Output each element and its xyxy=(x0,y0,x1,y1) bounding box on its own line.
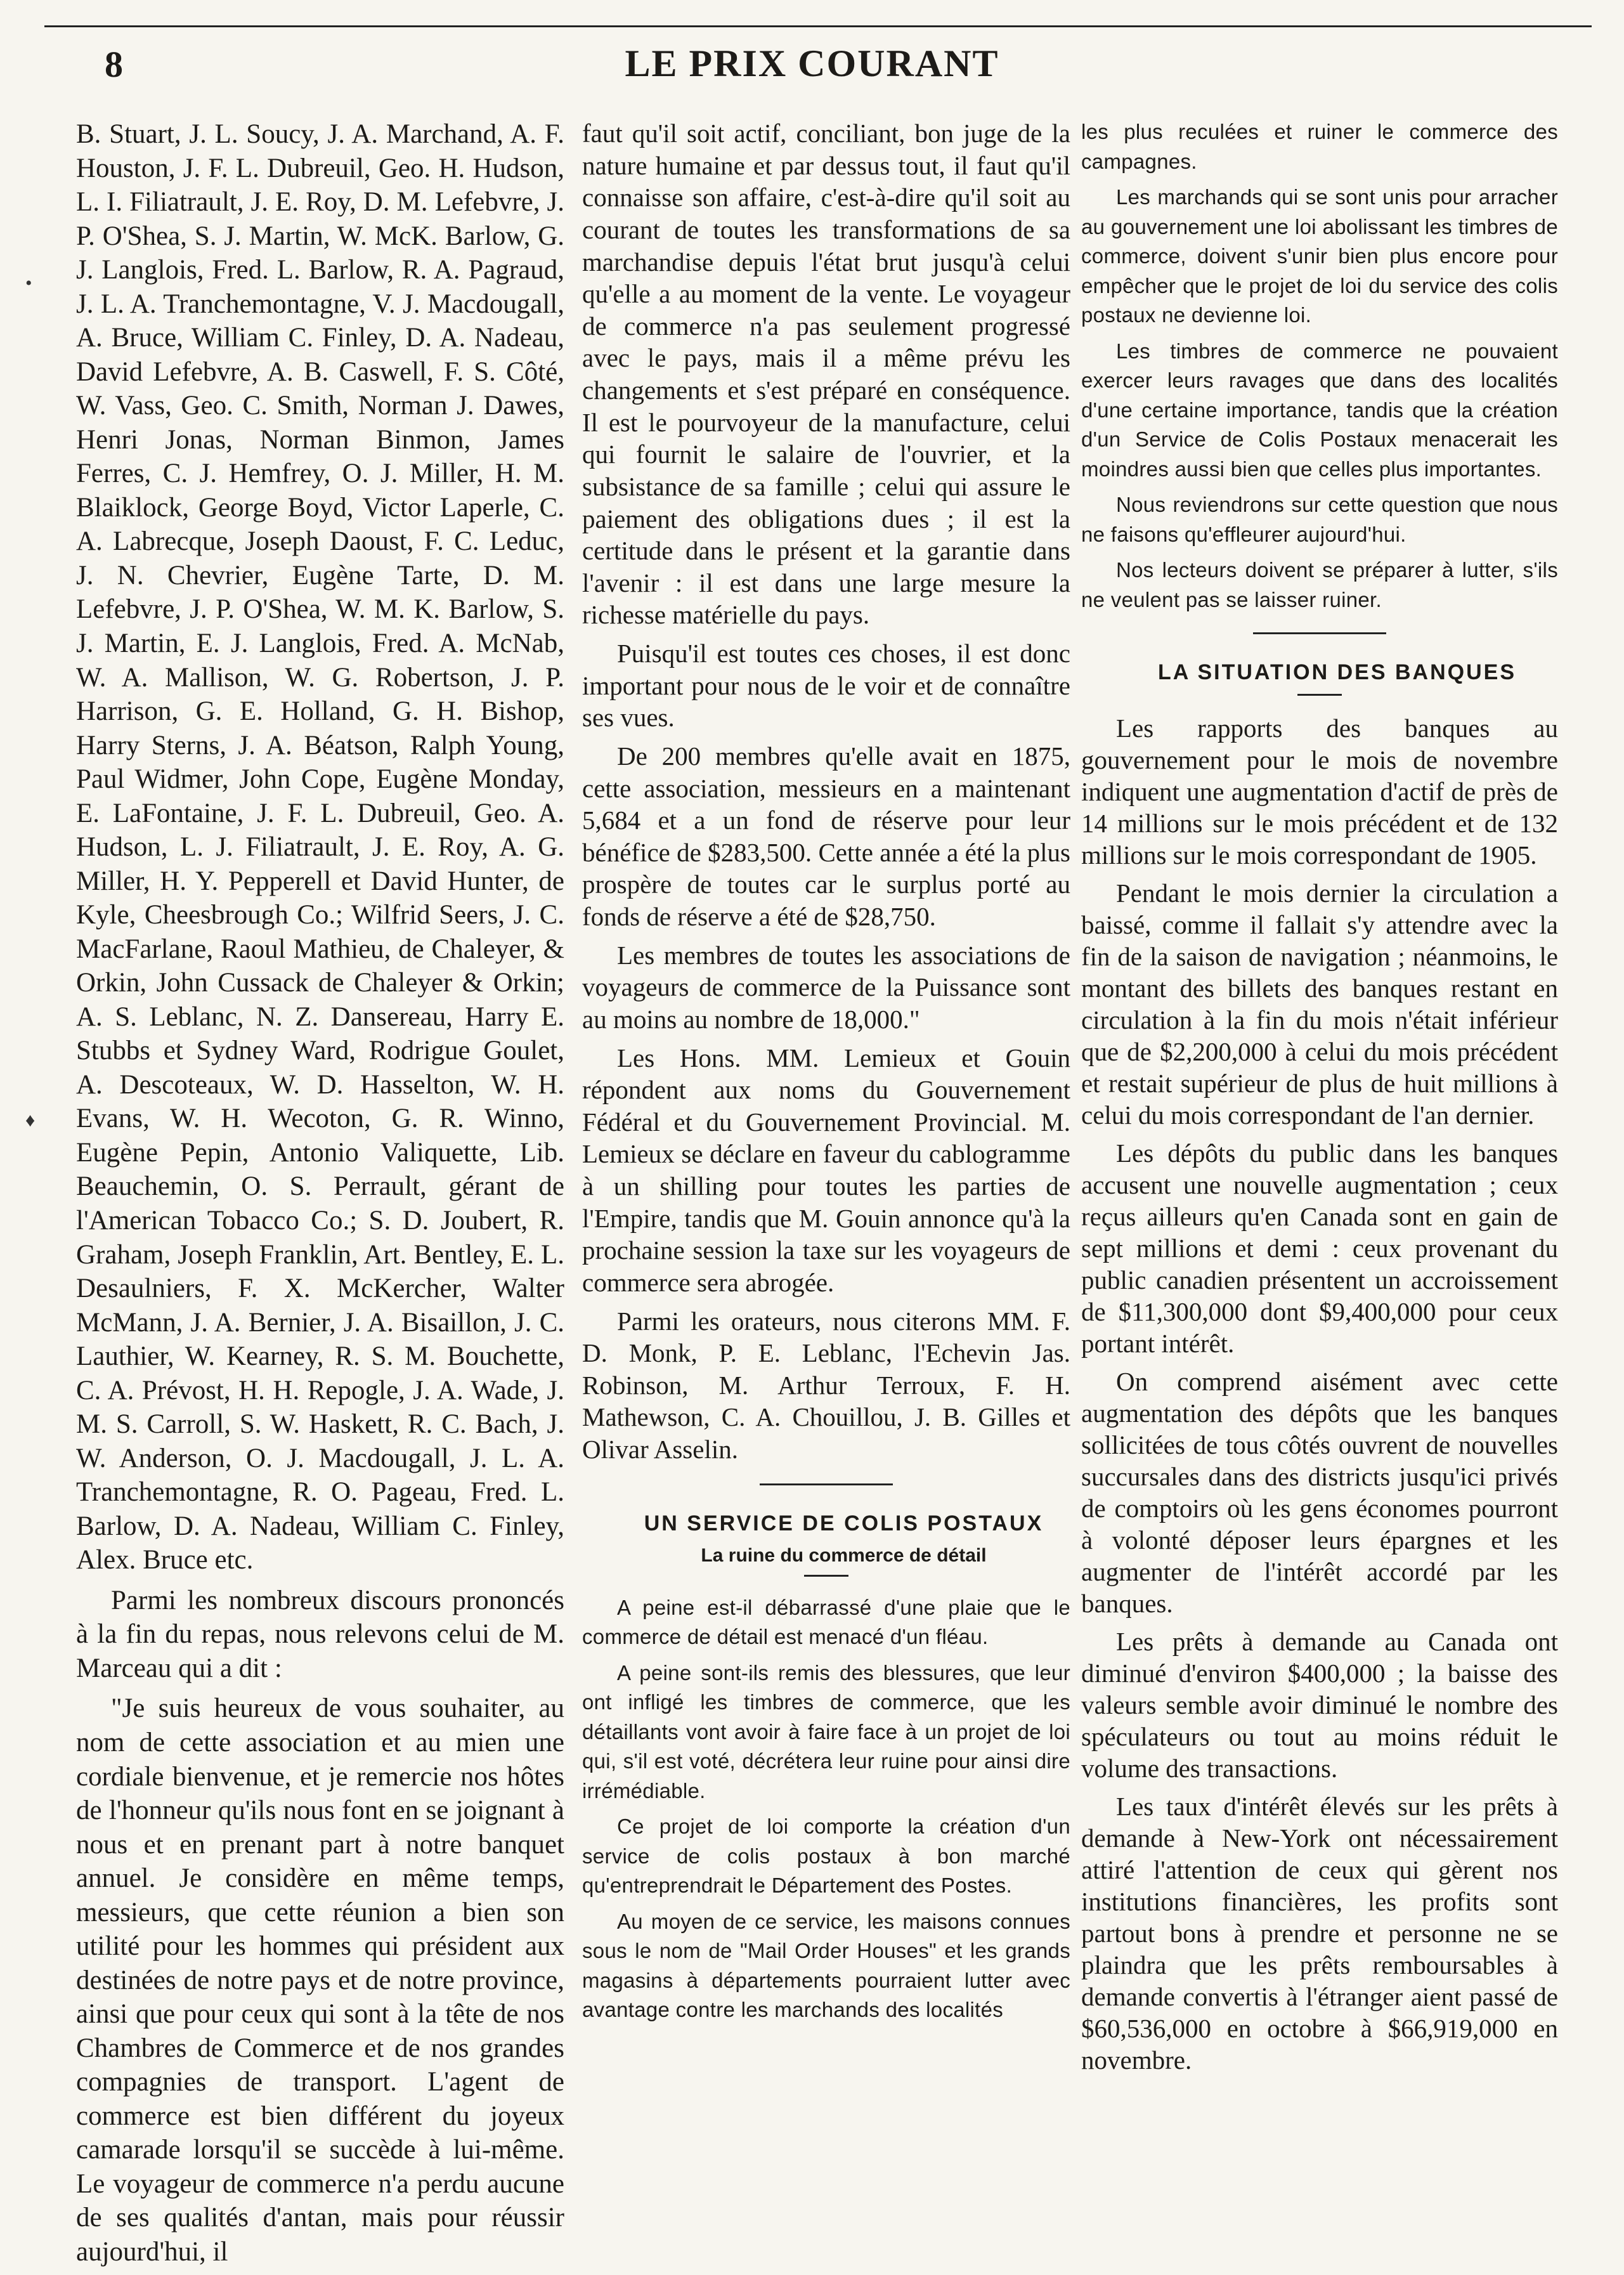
paragraph: Au moyen de ce service, les maisons connues sous le nom de "Mail Order Houses" et les grands magasins à départements pourraient lutter avec avantage contre les marchands des localités xyxy=(582,1909,1070,2022)
guest-list: B. Stuart, J. L. Soucy, J. A. Marchand, A. F. Houston, J. F. L. Dubreuil, Geo. H. Hudson, L. I. Filiatrault, J. E. Roy, D. M. Lefebvre, J. P. O'Shea, S. J. Martin, W. McK. Barlow, G. J. Langlois, Fred. L. Barlow, R. A. Pagraud, J. L. A. Tranchemontagne, V. J. Macdougall, A. Bruce, William C. Finley, D. A. Nadeau, David Lefebvre, A. B. Caswell, F. S. Côté, W. Vass, Geo. C. Smith, Norman J. Dawes, Henri Jonas, Norman Binmon, James Ferres, C. J. Hemfrey, O. J. Miller, H. M. Blaiklock, George Boyd, Victor Laperle, C. A. Labrecque, Joseph Daoust, F. C. Leduc, J. N. Chevrier, Eugène Tarte, D. M. Lefebvre, J. P. O'Shea, W. M. K. Barlow, S. J. Martin, E. J. Langlois, Fred. A. McNab, W. A. Mallison, W. G. Robertson, J. P. Harrison, G. E. Holland, G. H. Bishop, Harry Sterns, J. A. Béatson, Ralph Young, Paul Widmer, John Cope, Eugène Monday, E. LaFontaine, J. F. L. Dubreuil, Geo. A. Hudson, L. J. Filiatrault, J. E. Roy, A. G. Miller, H. Y. Pepperell et David Hunter, de Kyle, Cheesbrough Co.; Wilfrid Seers, J. C. MacFarlane, Raoul Mathieu, de Chaleyer, & Orkin, John Cussack de Chaleyer & Orkin; A. S. Leblanc, N. Z. Dansereau, Harry E. Stubbs et Sydney Ward, Rodrigue Goulet, A. Descoteaux, W. D. Hasselton, W. H. Evans, W. H. Wecoton, G. R. Winno, Eugène Pepin, Antonio Valiquette, Lib. Beauchemin, O. S. Perrault, gérant de l'American Tobacco Co.; S. D. Joubert, R. Graham, Joseph Franklin, Art. Bentley, E. L. Desaulniers, F. X. McKercher, Walter McMann, J. A. Bernier, J. A. Bisaillon, J. C. Lauthier, W. Kearney, R. S. M. Bouchette, C. A. Prévost, H. H. Repogle, J. A. Wade, J. M. S. Carroll, S. W. Haskett, R. C. Bach, J. W. Anderson, O. J. Macdougall, J. L. A. Tranchemontagne, R. O. Pageau, Fred. L. Barlow, D. A. Nadeau, William C. Finley, Alex. Bruce etc. xyxy=(76,119,564,1575)
article-heading: UN SERVICE DE COLIS POSTAUX xyxy=(644,1511,1044,1535)
paragraph: les plus reculées et ruiner le commerce des campagnes. xyxy=(1081,120,1558,173)
article-subheading: La ruine du commerce de détail xyxy=(701,1544,987,1566)
paragraph: Puisqu'il est toutes ces choses, il est donc important pour nous de le voir et de connaître ses vues. xyxy=(582,639,1070,733)
margin-mark-icon: • xyxy=(25,273,32,294)
paragraph: Les timbres de commerce ne pouvaient exercer leurs ravages que dans des localités d'une certaine importance, tandis que la création d'un Service de Colis Postaux menacerait les moindres aussi bien que celles plus importantes. xyxy=(1081,339,1558,481)
paragraph: Les Hons. MM. Lemieux et Gouin répondent aux noms du Gouvernement Fédéral et du Gouvernement Provincial. M. Lemieux se déclare en faveur du cablogramme à un shilling pour toutes les parties de l'Empire, tandis que M. Gouin annonce qu'à la prochaine session la taxe sur les voyageurs de commerce sera abrogée. xyxy=(582,1043,1070,1297)
heading-rule xyxy=(1297,694,1342,696)
paragraph: A peine est-il débarrassé d'une plaie que le commerce de détail est menacé d'un fléau. xyxy=(582,1595,1070,1649)
paragraph: Les marchands qui se sont unis pour arracher au gouvernement une loi abolissant les timbres de commerce, doivent s'unir bien plus encore pour empêcher que le projet de loi du service des colis postaux ne devienne loi. xyxy=(1081,185,1558,327)
paragraph: Nos lecteurs doivent se préparer à lutter, s'ils ne veulent pas se laisser ruiner. xyxy=(1081,558,1558,611)
section-divider xyxy=(1253,632,1386,634)
paragraph: Les prêts à demande au Canada ont diminué d'environ $400,000 ; la baisse des valeurs semble avoir diminué le nombre des spéculateurs ou tout au moins réduit le volume des transactions. xyxy=(1081,1627,1558,1783)
column-2 xyxy=(582,117,1070,2031)
column-1 xyxy=(76,117,564,2275)
paragraph: faut qu'il soit actif, conciliant, bon juge de la nature humaine et par dessus tout, il faut qu'il connaisse son affaire, c'est-à-dire qu'il soit au courant de toutes les transformations de sa marchandise depuis l'état brut jusqu'à celui qu'elle a au moment de la vente. Le voyageur de commerce n'a pas seulement progressé avec le pays, mais il a même prévu les changements et s'est préparé en conséquence. Il est le pourvoyeur de la manufacture, celui qui fournit le salaire de l'ouvrier, et la subsistance de sa famille ; celui qui assure le paiement des obligations dues ; il est la certitude dans le présent et la garantie dans l'avenir : il est dans une large mesure la richesse matérielle du pays. xyxy=(582,119,1070,630)
article-continuation xyxy=(1081,117,1558,615)
column-3 xyxy=(1081,117,1558,2082)
margin-mark-icon: ♦ xyxy=(25,1110,36,1131)
article-body xyxy=(582,1593,1070,2025)
paragraph: Parmi les orateurs, nous citerons MM. F. D. Monk, P. E. Leblanc, l'Echevin Jas. Robinson, M. Arthur Terroux, F. H. Mathewson, C. A. Chouillou, J. B. Gilles et Olivar Asselin. xyxy=(582,1306,1070,1464)
paragraph: Parmi les nombreux discours prononcés à la fin du repas, nous relevons celui de M. Marceau qui a dit : xyxy=(76,1585,564,1683)
paragraph: Les taux d'intérêt élevés sur les prêts à demande à New-York ont nécessairement attiré l'attention de ceux qui gèrent nos institutions financières, les profits sont partout bons à prendre et personne ne se plaindra que les prêts remboursables à demande convertis à l'étranger aient passé de $60,536,000 en octobre à $66,919,000 en novembre. xyxy=(1081,1792,1558,2075)
masthead-title: LE PRIX COURANT xyxy=(625,42,999,84)
page-number: 8 xyxy=(105,44,123,85)
paragraph: De 200 membres qu'elle avait en 1875, cette association, messieurs en a maintenant 5,684 et a un fond de réserve pour leur bénéfice de $283,500. Cette année a été la plus prospère de toutes car le surplus porté au fonds de réserve a été de $28,750. xyxy=(582,741,1070,931)
section-divider xyxy=(760,1483,893,1485)
paragraph: Ce projet de loi comporte la création d'un service de colis postaux à bon marché qu'entreprendrait le Département des Postes. xyxy=(582,1815,1070,1898)
paragraph: Nous reviendrons sur cette question que nous ne faisons qu'effleurer aujourd'hui. xyxy=(1081,493,1558,546)
paragraph: On comprend aisément avec cette augmentation des dépôts que les banques sollicitées de tous côtés ouvrent de nouvelles succursales dans des districts jusqu'ici privés de comptoirs où les gens économes pourront à volonté déposer leurs épargnes et les augmenter de l'intérêt accordé par les banques. xyxy=(1081,1367,1558,1619)
article-heading: LA SITUATION DES BANQUES xyxy=(1157,660,1517,685)
paragraph: Les membres de toutes les associations de voyageurs de commerce de la Puissance sont au moins au nombre de 18,000." xyxy=(582,940,1070,1034)
paragraph: Les dépôts du public dans les banques accusent une nouvelle augmentation ; ceux reçus ailleurs qu'en Canada sont en gain de sept millions et demi : ceux provenant du public canadien présentent un accroissement de $11,300,000 dont $9,400,000 pour ceux portant intérêt. xyxy=(1081,1138,1558,1359)
paragraph: A peine sont-ils remis des blessures, que leur ont infligé les timbres de commerce, que les détaillants vont avoir à faire face à un projet de loi qui, s'il est voté, décrétera leur ruine pour ainsi dire irrémédiable. xyxy=(582,1660,1070,1802)
paragraph: Pendant le mois dernier la circulation a baissé, comme il fallait s'y attendre avec la fin de la saison de navigation ; néanmoins, le montant des billets des banques restant en circulation à la fin du mois n'était inférieur que de $2,200,000 à celui du mois précédent et restait supérieur de plus de huit millions à celui du mois correspondant de l'an dernier. xyxy=(1081,878,1558,1130)
top-rule xyxy=(44,25,1592,27)
paragraph: Les rapports des banques au gouvernement pour le mois de novembre indiquent une augmentation d'actif de près de 14 millions sur le mois précédent et de 132 millions sur le mois correspondant de 1905. xyxy=(1081,713,1558,870)
paragraph: "Je suis heureux de vous souhaiter, au nom de cette association et au mien une cordiale bienvenue, et je remercie nos hôtes de l'honneur qu'ils nous font en se joignant à nous et en prenant part à notre banquet annuel. Je considère en même temps, messieurs, que cette réunion a bien son utilité pour les hommes qui président aux destinées de notre pays et de notre province, ainsi que pour ceux qui sont à la tête de nos Chambres de Commerce et de nos grandes compagnies de transport. L'agent de commerce est bien différent du joyeux camarade lorsqu'il se succède à lui-même. Le voyageur de commerce n'a perdu aucune de ses qualités d'antan, mais pour réussir aujourd'hui, il xyxy=(76,1693,564,2267)
heading-rule xyxy=(804,1575,848,1577)
